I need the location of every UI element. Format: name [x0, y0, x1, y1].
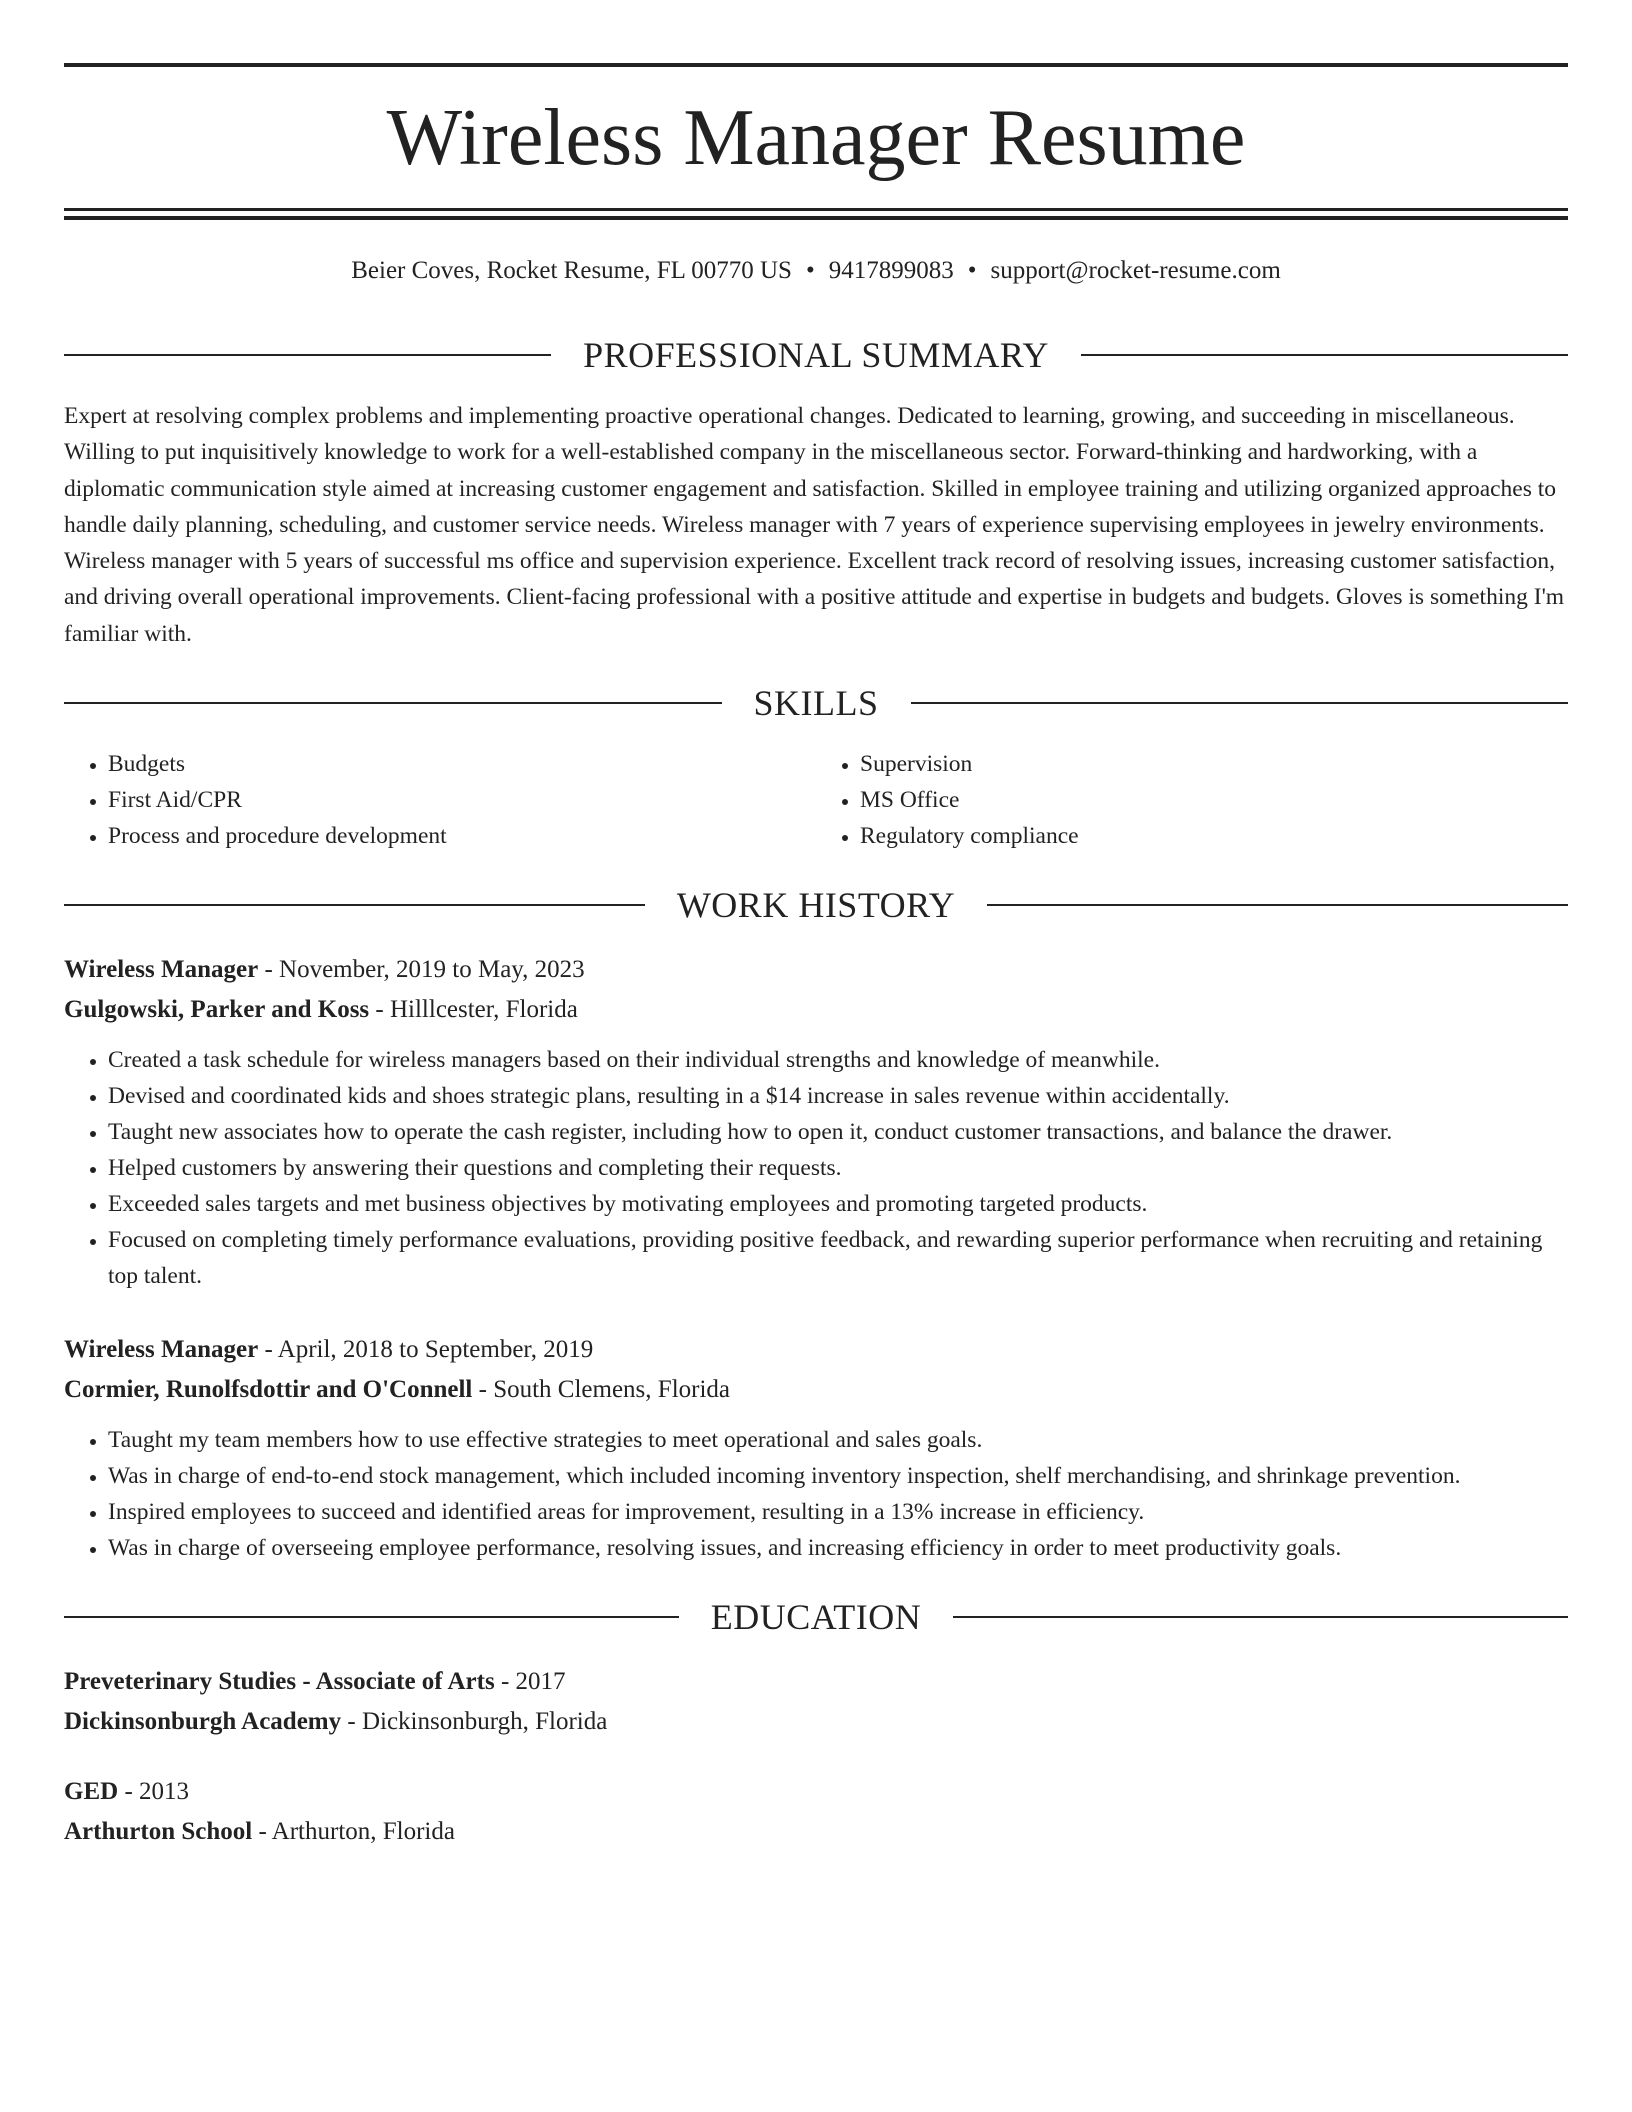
education-degree-line: [64, 1772, 1568, 1812]
education-school: Arthurton School: [64, 1818, 253, 1845]
job-entry: [64, 950, 1568, 1294]
education-location: - Dickinsonburgh, Florida: [341, 1708, 608, 1735]
contact-separator: •: [805, 257, 815, 284]
education-degree: Preveterinary Studies - Associate of Arts: [64, 1668, 495, 1695]
job-company: Gulgowski, Parker and Koss: [64, 996, 370, 1023]
title-rule-upper: [64, 208, 1568, 211]
heading-rule: [64, 904, 645, 906]
summary-heading: [64, 333, 1568, 377]
heading-rule: [1081, 354, 1568, 356]
education-degree: GED: [64, 1778, 119, 1805]
job-location: - South Clemens, Florida: [472, 1376, 731, 1403]
skills-list: [64, 746, 1568, 854]
job-bullet: • Created a task schedule for wireless managers based on their individual strengths and knowledge of meanwhile.: [108, 1042, 1568, 1078]
education-school-line: [64, 1702, 1568, 1742]
summary-heading-label: PROFESSIONAL SUMMARY: [583, 335, 1049, 375]
heading-rule: [987, 904, 1568, 906]
work-history-heading-label: WORK HISTORY: [676, 885, 956, 925]
education-year: - 2017: [494, 1668, 566, 1695]
education-degree-line: [64, 1662, 1568, 1702]
resume-title: Wireless Manager Resume: [386, 94, 1246, 182]
skills-column-left: [64, 746, 816, 854]
heading-rule: [64, 702, 722, 704]
education-entry: [64, 1662, 1568, 1742]
skills-column-right: [816, 746, 1568, 854]
skill-item: • Supervision: [860, 746, 1568, 782]
contact-phone: 9417899083: [828, 257, 954, 284]
job-bullets: [64, 1042, 1568, 1294]
job-bullet: • Helped customers by answering their questions and completing their requests.: [108, 1150, 1568, 1186]
job-dates: - November, 2019 to May, 2023: [258, 956, 585, 983]
job-location: - Hilllcester, Florida: [369, 996, 578, 1023]
skill-item: • MS Office: [860, 782, 1568, 818]
education-heading-label: EDUCATION: [710, 1597, 922, 1637]
job-bullet: • Was in charge of end-to-end stock management, which included incoming inventory inspection, shelf merchandising, and shrinkage prevention.: [108, 1458, 1568, 1494]
top-rule: [64, 63, 1568, 67]
job-title: Wireless Manager: [64, 956, 259, 983]
education-location: - Arthurton, Florida: [252, 1818, 455, 1845]
job-bullets: [64, 1422, 1568, 1566]
job-company-line: [64, 990, 1568, 1030]
job-company-line: [64, 1370, 1568, 1410]
heading-rule: [64, 1616, 679, 1618]
skill-item: • Budgets: [108, 746, 816, 782]
heading-rule: [953, 1616, 1568, 1618]
education-entry: [64, 1772, 1568, 1852]
heading-rule: [911, 702, 1569, 704]
contact-line: [64, 254, 1568, 288]
skill-item: • Regulatory compliance: [860, 818, 1568, 854]
education-heading: [64, 1595, 1568, 1639]
job-title-line: [64, 1330, 1568, 1370]
title-rule-lower: [64, 216, 1568, 220]
contact-separator: •: [967, 257, 977, 284]
skill-item: • Process and procedure development: [108, 818, 816, 854]
job-bullet: • Devised and coordinated kids and shoes strategic plans, resulting in a $14 increase in sales revenue within accidentally.: [108, 1078, 1568, 1114]
job-bullet: • Inspired employees to succeed and identified areas for improvement, resulting in a 13% increase in efficiency.: [108, 1494, 1568, 1530]
education-school: Dickinsonburgh Academy: [64, 1708, 342, 1735]
skills-heading: [64, 681, 1568, 725]
job-bullet: • Was in charge of overseeing employee performance, resolving issues, and increasing efficiency in order to meet productivity goals.: [108, 1530, 1568, 1566]
job-bullet: • Taught new associates how to operate the cash register, including how to open it, conduct customer transactions, and balance the drawer.: [108, 1114, 1568, 1150]
job-title-line: [64, 950, 1568, 990]
education-year: - 2013: [118, 1778, 190, 1805]
skill-item: • First Aid/CPR: [108, 782, 816, 818]
job-company: Cormier, Runolfsdottir and O'Connell: [64, 1376, 473, 1403]
job-bullet: • Exceeded sales targets and met business objectives by motivating employees and promoting targeted products.: [108, 1186, 1568, 1222]
job-bullet: • Taught my team members how to use effective strategies to meet operational and sales goals.: [108, 1422, 1568, 1458]
contact-email: support@rocket-resume.com: [990, 257, 1281, 284]
heading-rule: [64, 354, 551, 356]
job-title: Wireless Manager: [64, 1336, 259, 1363]
contact-address: Beier Coves, Rocket Resume, FL 00770 US: [351, 257, 792, 284]
skills-heading-label: SKILLS: [753, 683, 879, 723]
job-dates: - April, 2018 to September, 2019: [258, 1336, 594, 1363]
education-school-line: [64, 1812, 1568, 1852]
job-bullet: • Focused on completing timely performance evaluations, providing positive feedback, and rewarding superior performance when recruiting and retaining top talent.: [108, 1222, 1568, 1294]
work-history-heading: [64, 883, 1568, 927]
summary-text: Expert at resolving complex problems and implementing proactive operational changes. Dedicated to learning, growing, and succeeding in miscellaneous. Willing to put inquisitively knowledge to work for a well-established company in the miscellaneous sector. Forward-thinking and hardworking, with a diplomatic communication style aimed at increasing customer engagement and satisfaction. Skilled in employee training and utilizing organized approaches to handle daily planning, scheduling, and customer service needs. Wireless manager with 7 years of experience supervising employees in jewelry environments. Wireless manager with 5 years of successful ms office and supervision experience. Excellent track record of resolving issues, increasing customer satisfaction, and driving overall operational improvements. Client-facing professional with a positive attitude and expertise in budgets and budgets. Gloves is something I'm familiar with.: [64, 403, 1565, 647]
job-entry: [64, 1330, 1568, 1566]
